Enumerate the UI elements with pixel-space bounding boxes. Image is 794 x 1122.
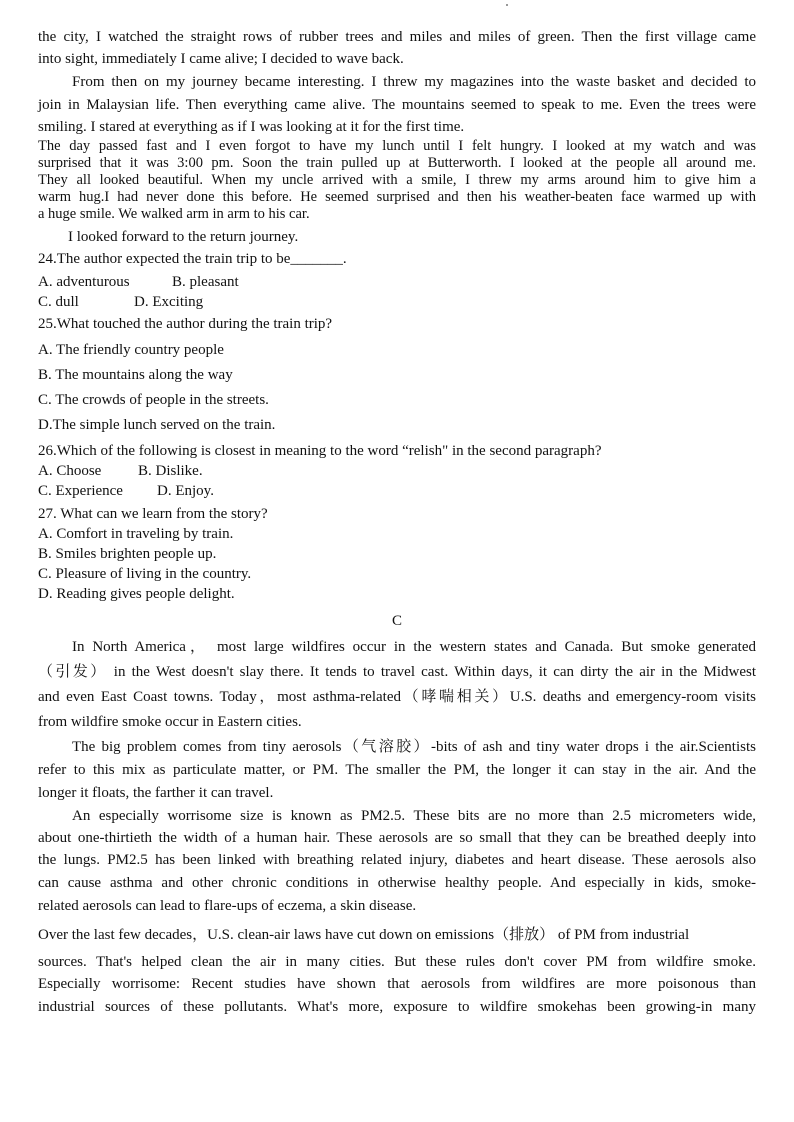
option-27-d[interactable]: D. Reading gives people delight. bbox=[38, 586, 235, 602]
story-line: join in Malaysian life. Then everything came alive. The mountains seemed to speak to me. Even the trees were bbox=[38, 97, 756, 113]
option-26-b[interactable]: B. Dislike. bbox=[138, 463, 203, 479]
option-26-c[interactable]: C. Experience bbox=[38, 483, 123, 499]
question-26-stem: 26.Which of the following is closest in meaning to the word “relish" in the second paragraph? bbox=[38, 443, 602, 459]
story-line: the city, I watched the straight rows of rubber trees and miles and miles of green. Then the first village came bbox=[38, 29, 756, 45]
story-line: a huge smile. We walked arm in arm to his car. bbox=[38, 206, 310, 222]
story-line: into sight, immediately I came alive; I decided to wave back. bbox=[38, 51, 404, 67]
story-line: From then on my journey became interesting. I threw my magazines into the waste basket and decided to bbox=[72, 74, 756, 90]
section-heading: C bbox=[391, 613, 402, 629]
passage-line: sources. That's helped clean the air in many cities. But these rules don't cover PM from wildfire smoke. bbox=[38, 954, 756, 970]
passage-line: longer it floats, the farther it can travel. bbox=[38, 785, 274, 801]
option-25-c[interactable]: C. The crowds of people in the streets. bbox=[38, 392, 269, 408]
option-25-b[interactable]: B. The mountains along the way bbox=[38, 367, 233, 383]
passage-line: refer to this mix as particulate matter, or PM. The smaller the PM, the longer it can stay in the air. And the bbox=[38, 762, 756, 778]
question-26-options-row1 bbox=[38, 461, 756, 481]
option-25-d[interactable]: D.The simple lunch served on the train. bbox=[38, 417, 276, 433]
story-line: surprised that it was 3:00 pm. Soon the train pulled up at Butterworth. I looked at the people all around me. bbox=[38, 155, 756, 171]
option-27-a[interactable]: A. Comfort in traveling by train. bbox=[38, 526, 234, 542]
passage-line: An especially worrisome size is known as PM2.5. These bits are no more than 2.5 micrometers wide, bbox=[72, 808, 756, 824]
option-25-a[interactable]: A. The friendly country people bbox=[38, 342, 224, 358]
option-27-b[interactable]: B. Smiles brighten people up. bbox=[38, 546, 217, 562]
passage-line: from wildfire smoke occur in Eastern cities. bbox=[38, 714, 302, 730]
story-line: smiling. I stared at everything as if I was looking at it for the first time. bbox=[38, 119, 465, 135]
question-24-stem: 24.The author expected the train trip to be_______. bbox=[38, 251, 347, 267]
scan-speck bbox=[506, 4, 508, 6]
passage-line: Over the last few decades，U.S. clean-air laws have cut down on emissions（排放） of PM from industrial bbox=[38, 927, 690, 943]
passage-line: （引发） in the West doesn't slay there. It tends to travel cast. Within days, it can dirty the air in the Midwest bbox=[38, 664, 756, 680]
option-24-d[interactable]: D. Exciting bbox=[134, 294, 204, 310]
story-line: The day passed fast and I even forgot to have my lunch until I felt hungry. I looked at my watch and was bbox=[38, 138, 756, 154]
option-26-d[interactable]: D. Enjoy. bbox=[157, 483, 214, 499]
story-line: I looked forward to the return journey. bbox=[68, 229, 299, 245]
passage-line: industrial sources of these pollutants. What's more, exposure to wildfire smokehas been growing-in many bbox=[38, 999, 756, 1015]
passage-line: The big problem comes from tiny aerosols（气溶胶）-bits of ash and tiny water drops i the air.Scientists bbox=[72, 739, 756, 755]
option-24-c[interactable]: C. dull bbox=[38, 294, 79, 310]
option-26-a[interactable]: A. Choose bbox=[38, 463, 102, 479]
passage-line: about one-thirtieth the width of a human hair. These aerosols are so small that they can be breathed deeply into bbox=[38, 830, 756, 846]
question-24-options-row2 bbox=[38, 292, 756, 312]
question-24-options-row1 bbox=[38, 272, 756, 292]
option-24-b[interactable]: B. pleasant bbox=[172, 274, 239, 290]
question-27-stem: 27. What can we learn from the story? bbox=[38, 506, 268, 522]
passage-line: related aerosols can lead to flare-ups of eczema, a skin disease. bbox=[38, 898, 417, 914]
passage-line: the lungs. PM2.5 has been linked with breathing related injury, diabetes and heart disease. These aerosols also bbox=[38, 852, 756, 868]
passage-line: Especially worrisome: Recent studies have shown that aerosols from wildfires are more poisonous than bbox=[38, 976, 756, 992]
question-26-options-row2 bbox=[38, 481, 756, 501]
option-24-a[interactable]: A. adventurous bbox=[38, 274, 130, 290]
passage-line: In North America， most large wildfires occur in the western states and Canada. But smoke generated bbox=[72, 639, 756, 655]
story-line: They all looked beautiful. When my uncle arrived with a smile, I threw my arms around him to give him a bbox=[38, 172, 756, 188]
passage-line: and even East Coast towns. Today，most asthma-related（哮喘相关）U.S. deaths and emergency-room visits bbox=[38, 689, 756, 705]
passage-line: can cause asthma and other chronic conditions in otherwise healthy people. And especially in kids, smoke- bbox=[38, 875, 756, 891]
question-25-stem: 25.What touched the author during the train trip? bbox=[38, 316, 333, 332]
option-27-c[interactable]: C. Pleasure of living in the country. bbox=[38, 566, 252, 582]
story-line: warm hug.I had never done this before. He seemed surprised and then his weather-beaten face warmed up with bbox=[38, 189, 756, 205]
